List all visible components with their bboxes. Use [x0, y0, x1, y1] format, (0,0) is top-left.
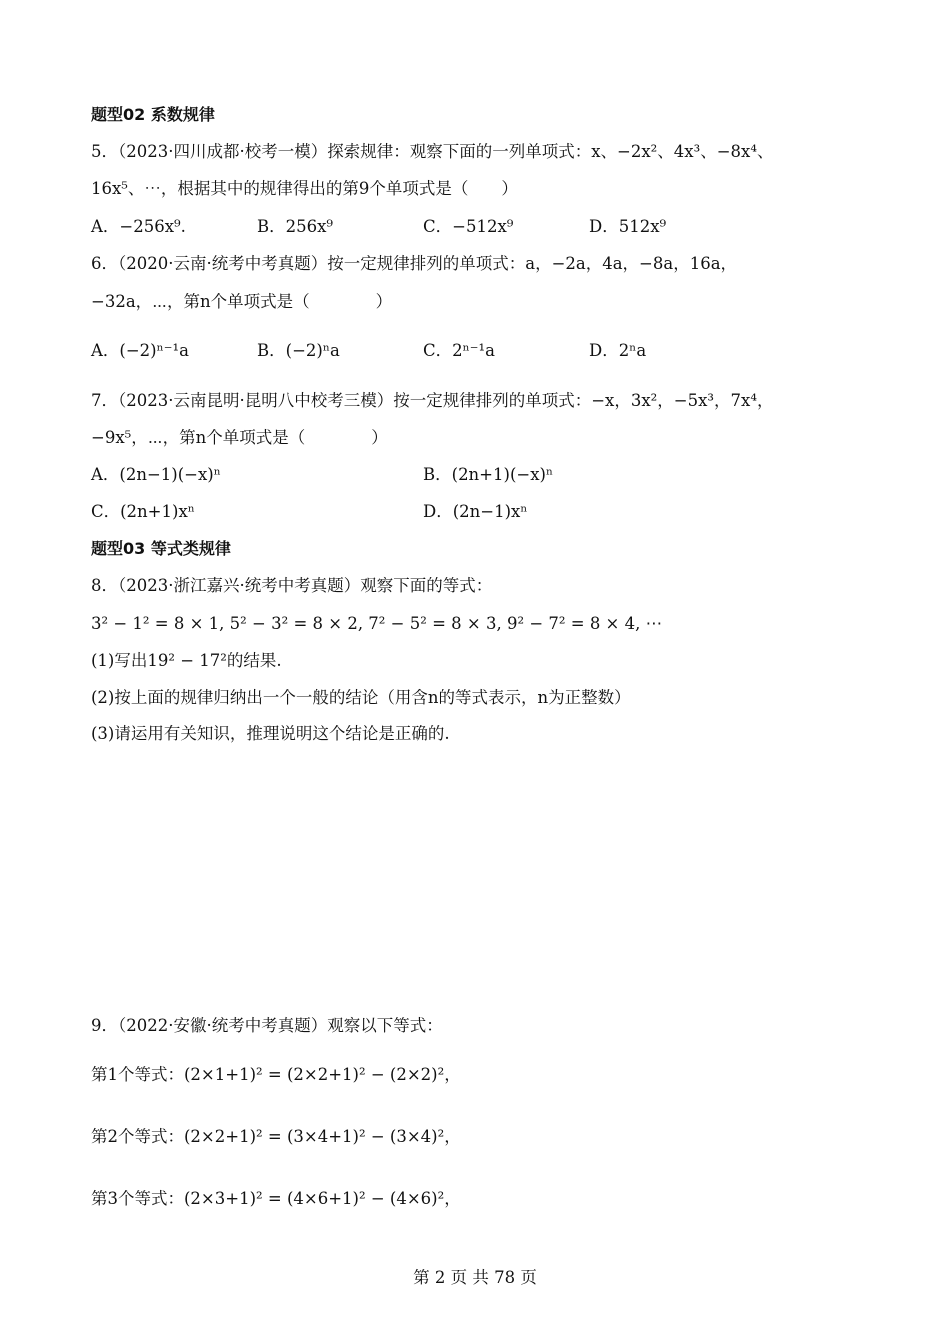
- q6-stem-line2: −32a，⋯，第n个单项式是（ ）: [91, 292, 393, 311]
- q8-part3: (3)请运用有关知识，推理说明这个结论是正确的.: [91, 724, 450, 743]
- q8-part2: (2)按上面的规律归纳出一个一般的结论（用含n的等式表示，n为正整数）: [91, 688, 631, 707]
- q8-stem-line1: 8．（2023·浙江嘉兴·统考中考真题）观察下面的等式：: [91, 576, 493, 595]
- q7-option-c[interactable]: C．(2n+1)xⁿ: [91, 502, 195, 521]
- q9-equation-2: 第2个等式：(2×2+1)² = (3×4+1)² − (3×4)²，: [91, 1127, 461, 1146]
- q5-option-a[interactable]: A．−256x⁹.: [91, 217, 186, 236]
- q5-stem-line2: 16x⁵、⋯，根据其中的规律得出的第9个单项式是（ ）: [91, 179, 518, 198]
- q8-part1: (1)写出19² − 17²的结果.: [91, 651, 282, 670]
- q9-equation-1: 第1个等式：(2×1+1)² = (2×2+1)² − (2×2)²，: [91, 1065, 461, 1084]
- q7-option-a[interactable]: A．(2n−1)(−x)ⁿ: [91, 465, 221, 484]
- q7-stem-line2: −9x⁵，⋯，第n个单项式是（ ）: [91, 428, 388, 447]
- q6-option-b[interactable]: B．(−2)ⁿa: [257, 341, 340, 360]
- section-heading-03: 题型03 等式类规律: [91, 539, 231, 558]
- q9-stem-line1: 9．（2022·安徽·统考中考真题）观察以下等式：: [91, 1016, 443, 1035]
- q6-option-a[interactable]: A．(−2)ⁿ⁻¹a: [91, 341, 189, 360]
- q9-equation-3: 第3个等式：(2×3+1)² = (4×6+1)² − (4×6)²，: [91, 1189, 461, 1208]
- q7-option-d[interactable]: D．(2n−1)xⁿ: [423, 502, 528, 521]
- page-footer: 第 2 页 共 78 页: [413, 1268, 537, 1287]
- q5-option-c[interactable]: C．−512x⁹: [423, 217, 514, 236]
- q7-stem-line1: 7．（2023·云南昆明·昆明八中校考三模）按一定规律排列的单项式：−x，3x²，−5x³，7x⁴，: [91, 391, 774, 410]
- q8-equations: 3² − 1² = 8 × 1, 5² − 3² = 8 × 2, 7² − 5² = 8 × 3, 9² − 7² = 8 × 4, ⋯: [91, 614, 663, 633]
- q5-option-d[interactable]: D．512x⁹: [589, 217, 667, 236]
- q6-option-d[interactable]: D．2ⁿa: [589, 341, 647, 360]
- q5-stem-line1: 5．（2023·四川成都·校考一模）探索规律：观察下面的一列单项式：x、−2x²、4x³、−8x⁴、: [91, 142, 774, 161]
- q6-stem-line1: 6．（2020·云南·统考中考真题）按一定规律排列的单项式：a，−2a，4a，−8a，16a，: [91, 254, 738, 273]
- q6-option-c[interactable]: C．2ⁿ⁻¹a: [423, 341, 495, 360]
- q7-option-b[interactable]: B．(2n+1)(−x)ⁿ: [423, 465, 554, 484]
- q5-option-b[interactable]: B．256x⁹: [257, 217, 334, 236]
- section-heading-02: 题型02 系数规律: [91, 105, 215, 124]
